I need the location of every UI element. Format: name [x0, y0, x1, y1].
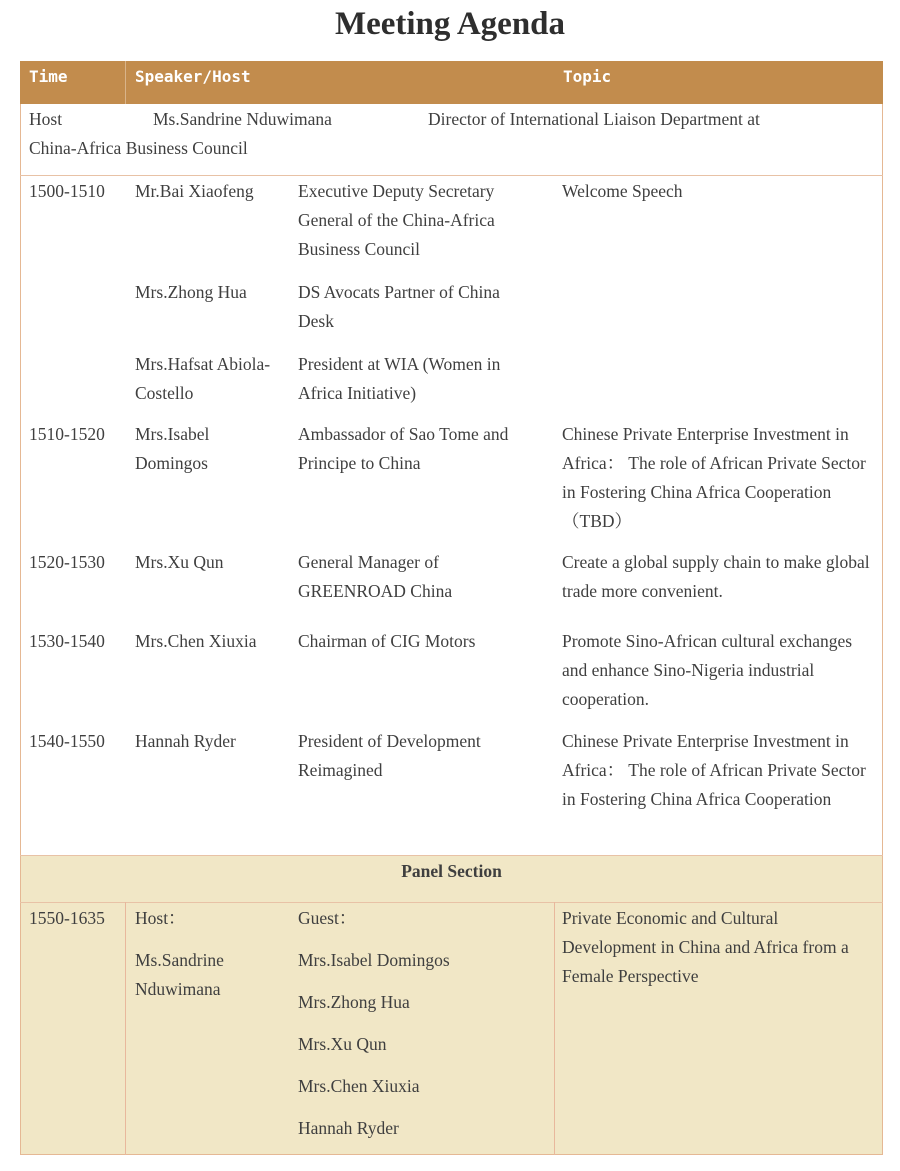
speaker-cell: Mrs.Isabel Domingos	[135, 424, 210, 473]
divider	[20, 902, 883, 903]
title-cell: DS Avocats Partner of China Desk	[298, 282, 500, 331]
header-divider	[125, 61, 126, 104]
time-cell: 1510-1520	[29, 424, 105, 444]
speaker-cell: Mrs.Hafsat Abiola-Costello	[135, 354, 271, 403]
host-label: Host	[29, 109, 63, 129]
panel-column-divider	[125, 902, 126, 1155]
speaker-cell: Mrs.Xu Qun	[135, 552, 224, 572]
title-cell: President at WIA (Women in Africa Initiative)	[298, 354, 501, 403]
time-cell: 1530-1540	[29, 631, 105, 651]
panel-host-name: Ms.Sandrine Nduwimana	[135, 950, 224, 999]
divider	[20, 175, 883, 176]
page-title: Meeting Agenda	[334, 6, 566, 42]
panel-guest: Mrs.Isabel Domingos	[298, 950, 450, 970]
topic-cell: Welcome Speech	[562, 181, 683, 201]
time-cell: 1520-1530	[29, 552, 105, 572]
panel-column-divider	[554, 902, 555, 1155]
panel-topic: Private Economic and Cultural Development in China and Africa from a Female Perspective	[562, 908, 849, 986]
title-cell: General Manager of GREENROAD China	[298, 552, 453, 601]
topic-cell: Chinese Private Enterprise Investment in Africa： The role of African Private Sector in Fostering China Africa Cooperation	[562, 731, 866, 809]
table-header	[20, 61, 883, 104]
title-cell: President of Development Reimagined	[298, 731, 481, 780]
time-cell: 1500-1510	[29, 181, 105, 201]
panel-time: 1550-1635	[29, 908, 105, 928]
panel-guest-label: Guest：	[298, 908, 357, 928]
panel-guest: Mrs.Xu Qun	[298, 1034, 387, 1054]
divider	[20, 855, 883, 856]
speaker-cell: Hannah Ryder	[135, 731, 236, 751]
title-cell: Chairman of CIG Motors	[298, 631, 476, 651]
host-role-line2: China-Africa Business Council	[29, 138, 248, 158]
panel-guest: Mrs.Chen Xiuxia	[298, 1076, 420, 1096]
title-cell: Ambassador of Sao Tome and Principe to China	[298, 424, 509, 473]
topic-cell: Promote Sino-African cultural exchanges and enhance Sino-Nigeria industrial cooperation.	[562, 631, 853, 709]
title-cell: Executive Deputy Secretary General of the China-Africa Business Council	[298, 181, 495, 259]
panel-guest: Hannah Ryder	[298, 1118, 399, 1138]
time-cell: 1540-1550	[29, 731, 105, 751]
host-name: Ms.Sandrine Nduwimana	[153, 109, 332, 129]
header-speaker: Speaker/Host	[135, 67, 251, 86]
panel-guest: Mrs.Zhong Hua	[298, 992, 410, 1012]
host-role-line1: Director of International Liaison Department at	[428, 109, 760, 129]
panel-host-label: Host：	[135, 908, 186, 928]
header-topic: Topic	[563, 67, 612, 86]
speaker-cell: Mr.Bai Xiaofeng	[135, 181, 254, 201]
panel-heading: Panel Section	[401, 861, 502, 881]
speaker-cell: Mrs.Zhong Hua	[135, 282, 247, 302]
speaker-cell: Mrs.Chen Xiuxia	[135, 631, 257, 651]
topic-cell: Create a global supply chain to make global trade more convenient.	[562, 552, 870, 601]
header-time: Time	[29, 67, 68, 86]
topic-cell: Chinese Private Enterprise Investment in Africa： The role of African Private Sector in Fostering China Africa Cooperation（TBD）	[562, 424, 866, 531]
